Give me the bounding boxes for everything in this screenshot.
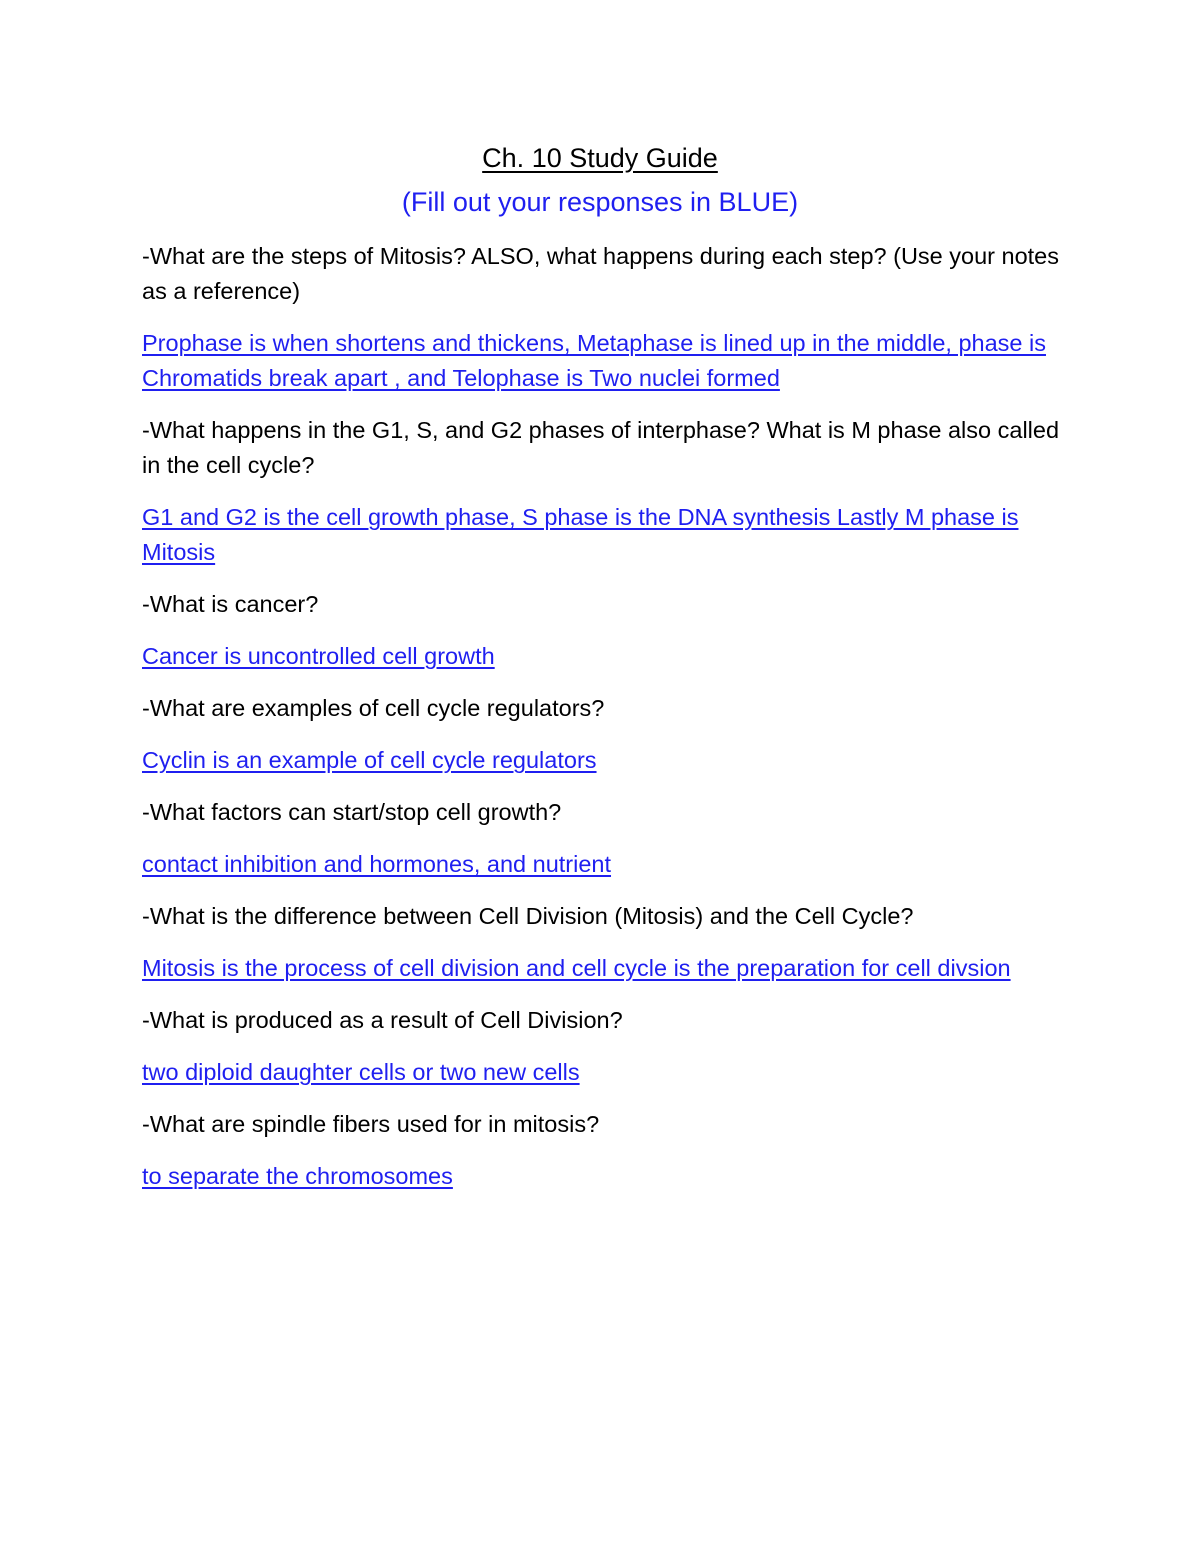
answer-5: contact inhibition and hormones, and nutrient [142, 851, 612, 877]
answer-7: two diploid daughter cells or two new cells [142, 1059, 580, 1085]
question-1: -What are the steps of Mitosis? ALSO, what happens during each step? (Use your notes as a reference) [142, 243, 1059, 304]
question-8: -What are spindle fibers used for in mitosis? [142, 1111, 600, 1137]
question-4: -What are examples of cell cycle regulators? [142, 695, 605, 721]
question-2: -What happens in the G1, S, and G2 phases of interphase? What is M phase also called in the cell cycle? [142, 417, 1060, 478]
answer-8: to separate the chromosomes [142, 1163, 453, 1189]
question-3: -What is cancer? [142, 591, 319, 617]
question-7: -What is produced as a result of Cell Division? [142, 1007, 623, 1033]
question-answer-list [142, 239, 1077, 1211]
question-6: -What is the difference between Cell Division (Mitosis) and the Cell Cycle? [142, 903, 914, 929]
answer-6: Mitosis is the process of cell division and cell cycle is the preparation for cell divsion [142, 955, 1011, 981]
answer-1: Prophase is when shortens and thickens, Metaphase is lined up in the middle, phase is Chromatids break apart , and Telophase is Two nuclei formed [142, 330, 1046, 391]
question-5: -What factors can start/stop cell growth? [142, 799, 562, 825]
answer-3: Cancer is uncontrolled cell growth [142, 643, 495, 669]
page-title: Ch. 10 Study Guide [482, 143, 718, 173]
page-subtitle: (Fill out your responses in BLUE) [401, 187, 799, 217]
answer-2: G1 and G2 is the cell growth phase, S phase is the DNA synthesis Lastly M phase is Mitosis [142, 504, 1019, 565]
answer-4: Cyclin is an example of cell cycle regulators [142, 747, 597, 773]
